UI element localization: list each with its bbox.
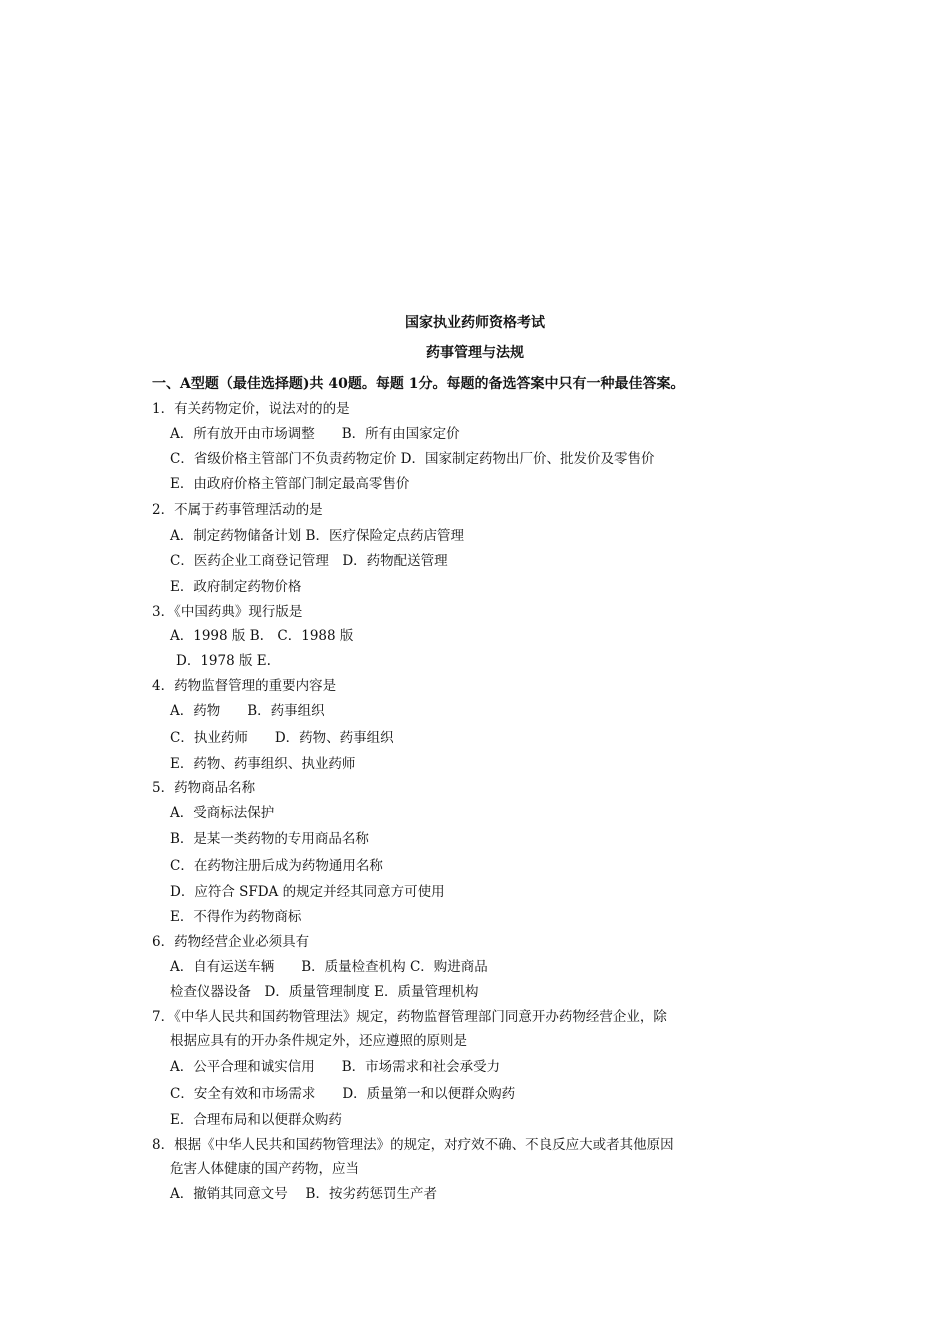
question-5-option-d: D．应符合 SFDA 的规定并经其同意方可使用 xyxy=(170,884,445,900)
question-4-options-cd: C．执业药师 D．药物、药事组织 xyxy=(170,730,394,746)
question-1-option-e: E．由政府价格主管部门制定最高零售价 xyxy=(170,476,410,492)
question-6-options-cde: 检查仪器设备 D．质量管理制度 E．质量管理机构 xyxy=(170,984,479,1000)
question-2-option-e: E．政府制定药物价格 xyxy=(170,579,302,595)
exam-subtitle: 药事管理与法规 xyxy=(426,345,524,361)
question-6: 6．药物经营企业必须具有 xyxy=(152,934,310,950)
question-5-option-c: C．在药物注册后成为药物通用名称 xyxy=(170,858,383,874)
question-1-options-ab: A．所有放开由市场调整 B．所有由国家定价 xyxy=(170,426,460,442)
question-4: 4．药物监督管理的重要内容是 xyxy=(152,678,337,694)
question-7: 7．《中华人民共和国药物管理法》规定，药物监督管理部门同意开办药物经营企业，除 xyxy=(152,1009,667,1025)
question-2-options-cd: C．医药企业工商登记管理 D．药物配送管理 xyxy=(170,553,448,569)
question-3: 3．《中国药典》现行版是 xyxy=(152,604,303,620)
question-5-option-e: E．不得作为药物商标 xyxy=(170,909,302,925)
question-1: 1．有关药物定价，说法对的的是 xyxy=(152,401,350,417)
question-7-options-cd: C．安全有效和市场需求 D．质量第一和以便群众购药 xyxy=(170,1086,516,1102)
question-8-continued: 危害人体健康的国产药物，应当 xyxy=(170,1161,359,1177)
question-8: 8．根据《中华人民共和国药物管理法》的规定，对疗效不确、不良反应大或者其他原因 xyxy=(152,1137,674,1153)
question-3-options-abc: A．1998 版 B. C．1988 版 xyxy=(170,628,354,644)
question-3-options-de: D．1978 版 E. xyxy=(176,653,271,669)
question-1-options-cd: C．省级价格主管部门不负责药物定价 D．国家制定药物出厂价、批发价及零售价 xyxy=(170,451,655,467)
question-7-option-e: E．合理布局和以便群众购药 xyxy=(170,1112,342,1128)
question-4-options-ab: A．药物 B．药事组织 xyxy=(170,703,325,719)
section-heading: 一、A型题（最佳选择题)共 40题。每题 1分。每题的备选答案中只有一种最佳答案。 xyxy=(152,376,685,392)
question-7-options-ab: A．公平合理和诚实信用 B．市场需求和社会承受力 xyxy=(170,1059,501,1075)
question-8-options-ab: A．撤销其同意文号 B．按劣药惩罚生产者 xyxy=(170,1186,437,1202)
question-5-option-b: B．是某一类药物的专用商品名称 xyxy=(170,831,369,847)
question-2: 2．不属于药事管理活动的是 xyxy=(152,502,323,518)
question-6-options-abc: A．自有运送车辆 B．质量检查机构 C．购进商品 xyxy=(170,959,488,975)
question-4-option-e: E．药物、药事组织、执业药师 xyxy=(170,756,356,772)
question-5-option-a: A．受商标法保护 xyxy=(170,805,275,821)
question-2-options-ab: A．制定药物储备计划 B．医疗保险定点药店管理 xyxy=(170,528,464,544)
exam-title: 国家执业药师资格考试 xyxy=(405,315,545,331)
question-5: 5．药物商品名称 xyxy=(152,780,256,796)
question-7-continued: 根据应具有的开办条件规定外，还应遵照的原则是 xyxy=(170,1033,467,1049)
